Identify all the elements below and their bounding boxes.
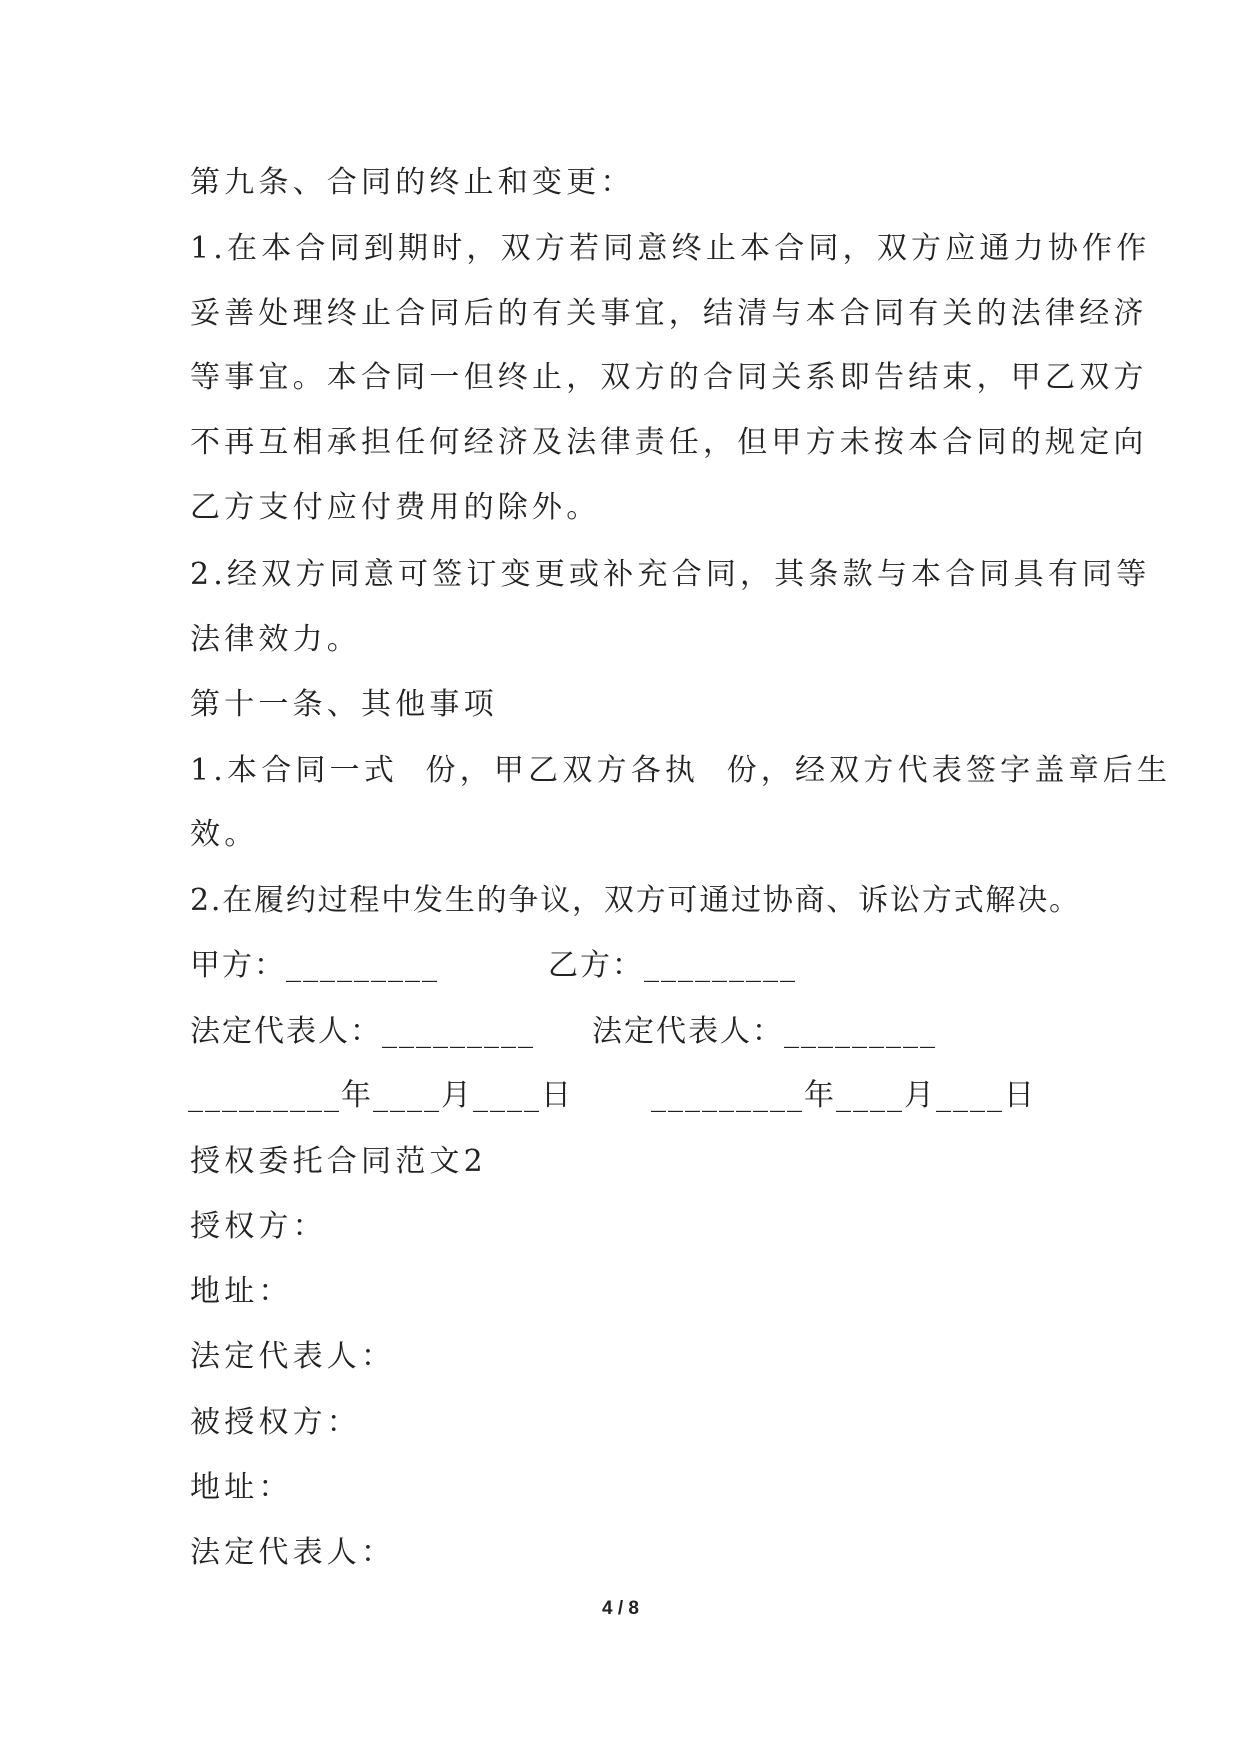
form-field-label: 被授权方： — [190, 1405, 361, 1440]
paragraph-line: 2.在履约过程中发生的争议，双方可通过协商、诉讼方式解决。 — [190, 883, 1081, 918]
party-b-signature-line: 乙方：_________ — [548, 948, 797, 983]
paragraph-line: 妥善处理终止合同后的有关事宜，结清与本合同有关的法律经济 — [190, 296, 1148, 331]
representative-b-line: 法定代表人：_________ — [592, 1014, 937, 1049]
form-field-label: 授权方： — [190, 1209, 327, 1244]
party-a-signature-line: 甲方：_________ — [190, 948, 439, 983]
paragraph-line: 法律效力。 — [190, 622, 361, 657]
date-b-line: _________年____月____日 — [651, 1078, 1036, 1113]
paragraph-line: 等事宜。本合同一但终止，双方的合同关系即告结束，甲乙双方 — [190, 360, 1148, 395]
paragraph-line: 效。 — [190, 817, 259, 852]
page-number: 4 / 8 — [602, 1598, 639, 1619]
paragraph-line: 1.本合同一式 份，甲乙双方各执 份，经双方代表签字盖章后生 — [190, 753, 1172, 788]
contract-2-title: 授权委托合同范文2 — [190, 1144, 487, 1179]
article-11-heading: 第十一条、其他事项 — [190, 687, 498, 722]
date-a-line: _________年____月____日 — [188, 1078, 573, 1113]
paragraph-line: 2.经双方同意可签订变更或补充合同，其条款与本合同具有同等 — [190, 557, 1151, 592]
article-9-heading: 第九条、合同的终止和变更： — [190, 165, 635, 200]
paragraph-line: 不再互相承担任何经济及法律责任，但甲方未按本合同的规定向 — [190, 425, 1148, 460]
form-field-label: 法定代表人： — [190, 1535, 396, 1570]
form-field-label: 法定代表人： — [190, 1339, 396, 1374]
form-field-label: 地址： — [190, 1470, 293, 1505]
form-field-label: 地址： — [190, 1274, 293, 1309]
paragraph-line: 乙方支付应付费用的除外。 — [190, 490, 601, 525]
paragraph-line: 1.在本合同到期时，双方若同意终止本合同，双方应通力协作作 — [190, 231, 1151, 266]
representative-a-line: 法定代表人：_________ — [190, 1014, 535, 1049]
